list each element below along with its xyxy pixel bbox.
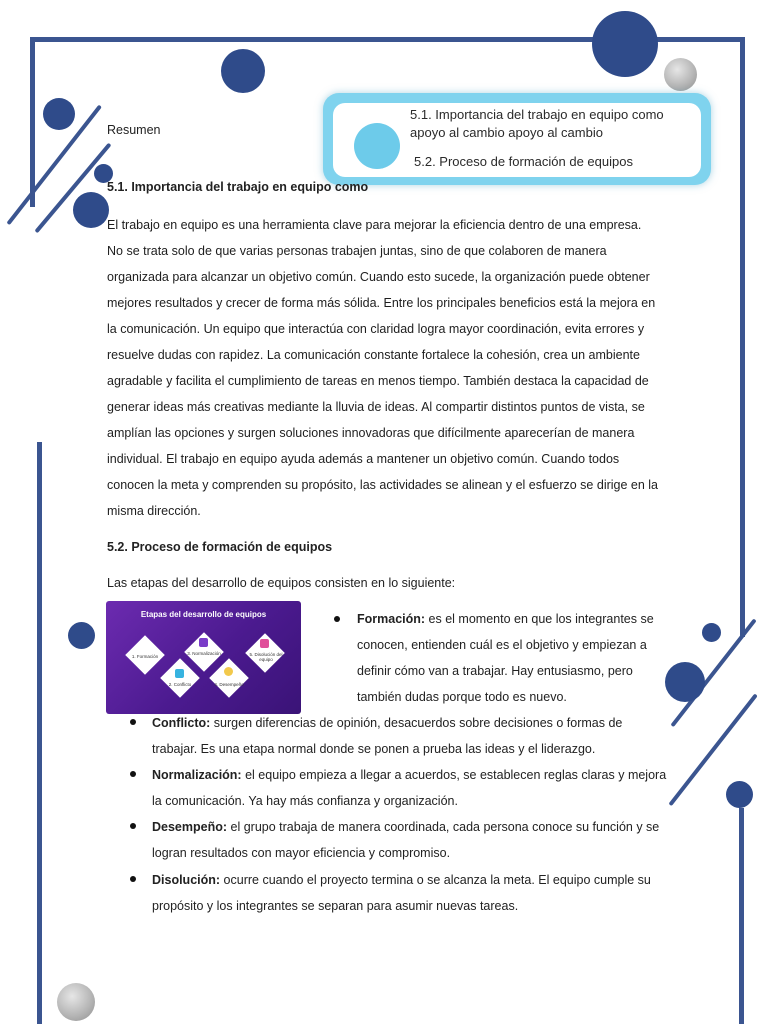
section-5-2-heading: 5.2. Proceso de formación de equipos	[107, 540, 333, 554]
infographic-title: Etapas del desarrollo de equipos	[140, 610, 267, 619]
paragraph-line: agradable y facilita el cumplimiento de tareas en menos tiempo. También destaca la capacidad de	[107, 374, 649, 388]
bullet-marker	[334, 616, 340, 622]
dissolution-icon	[260, 639, 269, 648]
decor-circle	[221, 49, 265, 93]
frame-right-lower-line	[739, 808, 744, 1024]
stage-label-1: 1. Formación	[131, 654, 159, 659]
bullet-text: el equipo empieza a llegar a acuerdos, se establecen reglas claras y mejora	[241, 768, 667, 782]
bullet-text: surgen diferencias de opinión, desacuerdos sobre decisiones o formas de	[210, 716, 623, 730]
decor-circle	[73, 192, 109, 228]
bullet-term: Desempeño:	[152, 820, 228, 834]
decor-circle	[664, 58, 697, 91]
frame-right-line	[740, 37, 745, 637]
toc-item-1-line1: 5.1. Importancia del trabajo en equipo como	[410, 107, 664, 122]
paragraph-line: organizada para alcanzar un objetivo común. Cuando esto sucede, la organización puede obtener	[107, 270, 650, 284]
normalization-icon	[199, 638, 208, 647]
paragraph-line: resuelve dudas con rapidez. La comunicación constante fortalece la cohesión, crea un ambiente	[107, 348, 640, 362]
decor-circle	[68, 622, 95, 649]
stage-diamond-2	[160, 658, 200, 698]
bullet-text: el grupo trabaja de manera coordinada, cada persona conoce su función y se	[227, 820, 660, 834]
bullet-text: ocurre cuando el proyecto termina o se alcanza la meta. El equipo cumple su	[220, 873, 651, 887]
decor-circle	[726, 781, 753, 808]
decor-circle	[592, 11, 658, 77]
paragraph-line: la comunicación. Un equipo que interactúa con claridad logra mayor coordinación, evita errores y	[107, 322, 645, 336]
callout-inner-panel	[333, 103, 701, 177]
list-item-line: logran resultados con mayor eficiencia y compromiso.	[152, 846, 451, 860]
stage-label-2: 2. Conflicto	[168, 682, 192, 687]
list-item-line	[152, 867, 672, 893]
list-item-line: propósito y los integrantes se separan para asumir nuevas tareas.	[152, 899, 519, 913]
paragraph-line: misma dirección.	[107, 504, 201, 518]
list-item	[152, 762, 672, 814]
bullet-term: Conflicto:	[152, 716, 211, 730]
list-item	[357, 606, 657, 710]
bullet-text: es el momento en que los integrantes se	[425, 612, 654, 626]
list-item-line: conocen, entienden cuál es el objetivo y empiezan a	[357, 638, 647, 652]
decor-circle	[702, 623, 721, 642]
list-item-line: también dudas porque todo es nuevo.	[357, 690, 567, 704]
decor-circle	[665, 662, 705, 702]
team-stages-infographic	[106, 601, 301, 714]
list-item-line	[152, 762, 672, 788]
paragraph-line: No se trata solo de que varias personas trabajen juntas, sino de que colaboren de manera	[107, 244, 607, 258]
bullet-term: Formación:	[357, 612, 426, 626]
list-item-line: definir cómo van a trabajar. Hay entusiasmo, pero	[357, 664, 633, 678]
list-item-line	[357, 606, 657, 632]
frame-left-line	[30, 37, 35, 207]
stage-label-5: 5. Disolución del equipo	[249, 652, 283, 662]
list-item-line	[152, 710, 672, 736]
section-5-1-heading: 5.1. Importancia del trabajo en equipo como	[107, 180, 369, 194]
bullet-term: Normalización:	[152, 768, 242, 782]
list-item-line: la comunicación. Ya hay más confianza y organización.	[152, 794, 458, 808]
paragraph-line: mejores resultados y crecer de forma más sólida. Entre los principales beneficios está la mejora en	[107, 296, 656, 310]
bullet-marker	[130, 823, 136, 829]
paragraph-line: conocen la meta y comprenden su propósito, las actividades se alinean y el esfuerzo se dirige en la	[107, 478, 659, 492]
list-item	[152, 867, 672, 919]
stage-label-4: 4. Desempeño	[214, 682, 244, 687]
list-item	[152, 710, 672, 762]
stage-diamond-4	[209, 658, 249, 698]
paragraph-line: amplían las opciones y surgen soluciones innovadoras que difícilmente aparecerían de manera	[107, 426, 635, 440]
performance-icon	[224, 667, 233, 676]
section-5-1-paragraph	[107, 212, 660, 524]
paragraph-line: El trabajo en equipo es una herramienta clave para mejorar la eficiencia dentro de una empresa.	[107, 218, 642, 232]
decor-circle	[43, 98, 75, 130]
list-item-line: trabajar. Es una etapa normal donde se ponen a prueba las ideas y el liderazgo.	[152, 742, 596, 756]
section-5-2-intro: Las etapas del desarrollo de equipos consisten en lo siguiente:	[107, 576, 456, 590]
frame-left-lower-line	[37, 442, 42, 1024]
summary-label: Resumen	[107, 123, 161, 137]
list-item-line	[152, 814, 672, 840]
conflict-icon	[175, 669, 184, 678]
callout-circle-icon	[354, 123, 400, 169]
toc-item-1-line2: apoyo al cambio apoyo al cambio	[410, 125, 603, 140]
table-of-contents-callout	[323, 93, 711, 185]
bullet-marker	[130, 876, 136, 882]
list-item	[152, 814, 672, 866]
paragraph-line: generar ideas más creativas mediante la lluvia de ideas. Al compartir distintos puntos de vista, se	[107, 400, 645, 414]
bullet-marker	[130, 771, 136, 777]
toc-item-2: 5.2. Proceso de formación de equipos	[414, 154, 633, 169]
stage-label-3: 3. Normalización	[187, 651, 221, 656]
paragraph-line: individual. El trabajo en equipo ayuda además a mantener un objetivo común. Cuando todos	[107, 452, 620, 466]
bullet-marker	[130, 719, 136, 725]
decor-circle	[57, 983, 95, 1021]
bullet-term: Disolución:	[152, 873, 221, 887]
